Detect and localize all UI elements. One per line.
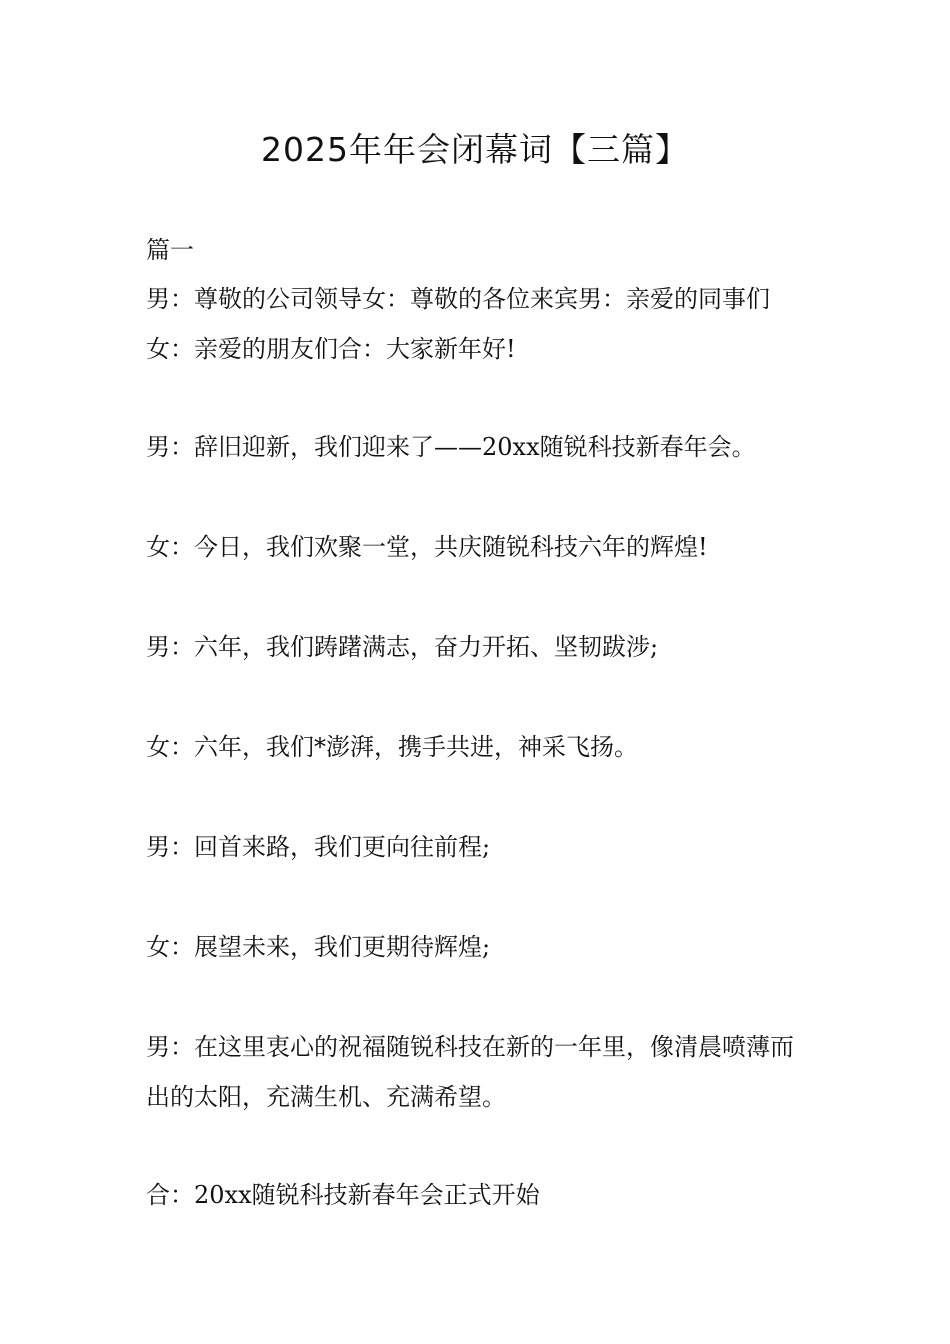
paragraph-9: 合：20xx随锐科技新春年会正式开始 <box>146 1181 540 1209</box>
paragraph-6: 男：回首来路，我们更向往前程; <box>146 833 491 861</box>
paragraph-4: 男：六年，我们踌躇满志，奋力开拓、坚韧跋涉; <box>146 633 659 661</box>
paragraph-3: 女：今日，我们欢聚一堂，共庆随锐科技六年的辉煌! <box>146 533 708 561</box>
paragraph-7: 女：展望未来，我们更期待辉煌; <box>146 933 491 961</box>
paragraph-8: 男：在这里衷心的祝福随锐科技在新的一年里，像清晨喷薄而出的太阳，充满生机、充满希望。 <box>146 1033 794 1111</box>
paragraph-2: 男：辞旧迎新，我们迎来了——20xx随锐科技新春年会。 <box>146 433 756 461</box>
paragraph-greeting: 男：尊敬的公司领导女：尊敬的各位来宾男：亲爱的同事们女：亲爱的朋友们合：大家新年好! <box>146 285 770 363</box>
document-title: 2025年年会闭幕词【三篇】 <box>261 130 689 169</box>
section-heading: 篇一 <box>146 236 194 264</box>
paragraph-5: 女：六年，我们*澎湃，携手共进，神采飞扬。 <box>146 733 638 761</box>
